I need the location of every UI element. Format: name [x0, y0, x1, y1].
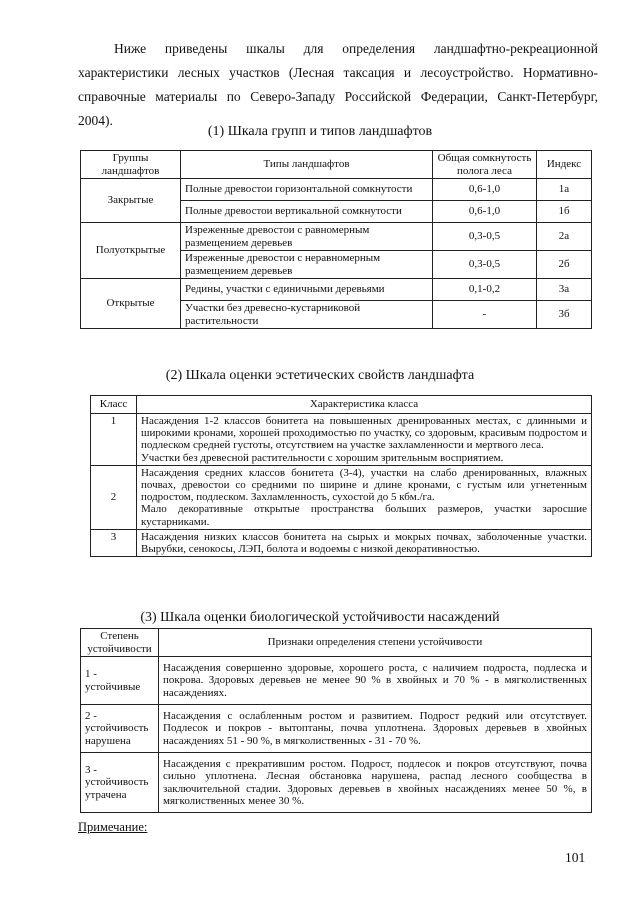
table-header-row — [81, 151, 592, 179]
table-row — [81, 705, 592, 753]
type-cell: Изреженные древостои с равномерным размещением деревьев — [181, 223, 433, 251]
table-row — [81, 657, 592, 705]
table-header-row — [81, 629, 592, 657]
type-cell: Полные древостои горизонтальной сомкнутости — [181, 179, 433, 201]
density-cell: 0,1-0,2 — [433, 279, 537, 301]
class-cell: 1 — [91, 414, 137, 466]
column-header: Индекс — [537, 151, 592, 179]
column-header: Общая сомкнутость полога леса — [433, 151, 537, 179]
table-row — [91, 465, 592, 529]
landscape-types-table — [80, 150, 592, 329]
group-cell: Открытые — [81, 279, 181, 329]
type-cell: Участки без древесно-кустарниковой растительности — [181, 301, 433, 329]
column-header: Группы ландшафтов — [81, 151, 181, 179]
characteristic-cell — [137, 414, 592, 466]
signs-cell: Насаждения совершенно здоровые, хорошего роста, с наличием подроста, подлеска и покрова. Здоровых деревьев не менее 90 % в хвойных и 70 % - в мягколиственных насаждениях. — [159, 657, 592, 705]
type-cell: Редины, участки с единичными деревьями — [181, 279, 433, 301]
table-row — [91, 414, 592, 466]
density-cell: 0,6-1,0 — [433, 201, 537, 223]
aesthetic-scale-table — [90, 395, 592, 557]
density-cell: - — [433, 301, 537, 329]
degree-cell: 2 - устойчивость нарушена — [81, 705, 159, 753]
group-cell: Закрытые — [81, 179, 181, 223]
group-cell: Полуоткрытые — [81, 223, 181, 279]
intro-text: Ниже приведены шкалы для определения ландшафтно-рекреационной характеристики лесных участков (Лесная таксация и лесоустройство. Нормативно-справочные материалы по Северо-Западу Российской Федерации, Санкт-Петербург, 2004). — [78, 41, 598, 128]
index-cell: 2б — [537, 251, 592, 279]
index-cell: 3б — [537, 301, 592, 329]
column-header: Характеристика класса — [137, 396, 592, 414]
degree-cell: 3 - устойчивость утрачена — [81, 753, 159, 813]
degree-cell: 1 - устойчивые — [81, 657, 159, 705]
table-row — [81, 223, 592, 251]
column-header: Класс — [91, 396, 137, 414]
column-header: Типы ландшафтов — [181, 151, 433, 179]
class-cell: 3 — [91, 529, 137, 556]
characteristic-text: Мало декоративные открытые пространства больших размеров, участки заросшие кустарниками. — [141, 503, 587, 528]
density-cell: 0,3-0,5 — [433, 251, 537, 279]
table-row — [91, 529, 592, 556]
page-number: 101 — [565, 850, 586, 865]
index-cell: 3а — [537, 279, 592, 301]
intro-paragraph — [78, 37, 598, 133]
type-cell: Полные древостои вертикальной сомкнутости — [181, 201, 433, 223]
stability-scale-table — [80, 628, 592, 813]
characteristic-cell: Насаждения низких классов бонитета на сырых и мокрых почвах, заболоченные участки. Вырубки, сенокосы, ЛЭП, болота и водоемы с низкой декоративностью. — [137, 529, 592, 556]
signs-cell: Насаждения с ослабленным ростом и развитием. Подрост редкий или отсутствует. Подлесок и покров - вытоптаны, почва уплотнена. Здоровых деревьев в хвойных насаждениях 51 - 90 %, в мягколиственных - 31 - 70 %. — [159, 705, 592, 753]
density-cell: 0,6-1,0 — [433, 179, 537, 201]
table2-caption: (2) Шкала оценки эстетических свойств ландшафта — [165, 368, 475, 383]
table3-caption: (3) Шкала оценки биологической устойчивости насаждений — [140, 610, 500, 625]
table-row — [81, 279, 592, 301]
table-header-row — [91, 396, 592, 414]
signs-cell: Насаждения с прекратившим ростом. Подрост, подлесок и покров отсутствуют, почва сильно уплотнена. Лесная обстановка нарушена, распад лесного сообщества в заключительной стадии. Здоровых деревьев в хвойных насаждениях менее 50 %, в мягколиственных менее 30 %. — [159, 753, 592, 813]
note-label: Примечание: — [78, 820, 148, 834]
density-cell: 0,3-0,5 — [433, 223, 537, 251]
characteristic-text: Насаждения средних классов бонитета (3-4), участки на слабо дренированных, влажных почвах, древостои со средними по ширине и длине кронами, с густым или угнетенным подростом, подлеском. Захламленность, сухостой до 5 кбм./га. — [141, 466, 587, 504]
characteristic-cell — [137, 465, 592, 529]
table-row — [81, 179, 592, 201]
table1-caption: (1) Шкала групп и типов ландшафтов — [207, 124, 433, 139]
table-row — [81, 753, 592, 813]
characteristic-text: Насаждения 1-2 классов бонитета на повышенных дренированных местах, с длинными и широкими кронами, хорошей проходимостью по участку, со здоровым, красивым подростом и подлеском средней густоты, отсутствием на участке захламленности и мертвого леса. — [141, 415, 587, 452]
column-header: Признаки определения степени устойчивости — [159, 629, 592, 657]
class-cell: 2 — [91, 465, 137, 529]
column-header: Степень устойчивости — [81, 629, 159, 657]
characteristic-text: Участки без древесной растительности с хорошим зрительным восприятием. — [141, 451, 504, 464]
index-cell: 1б — [537, 201, 592, 223]
index-cell: 2а — [537, 223, 592, 251]
type-cell: Изреженные древостои с неравномерным размещением деревьев — [181, 251, 433, 279]
index-cell: 1а — [537, 179, 592, 201]
